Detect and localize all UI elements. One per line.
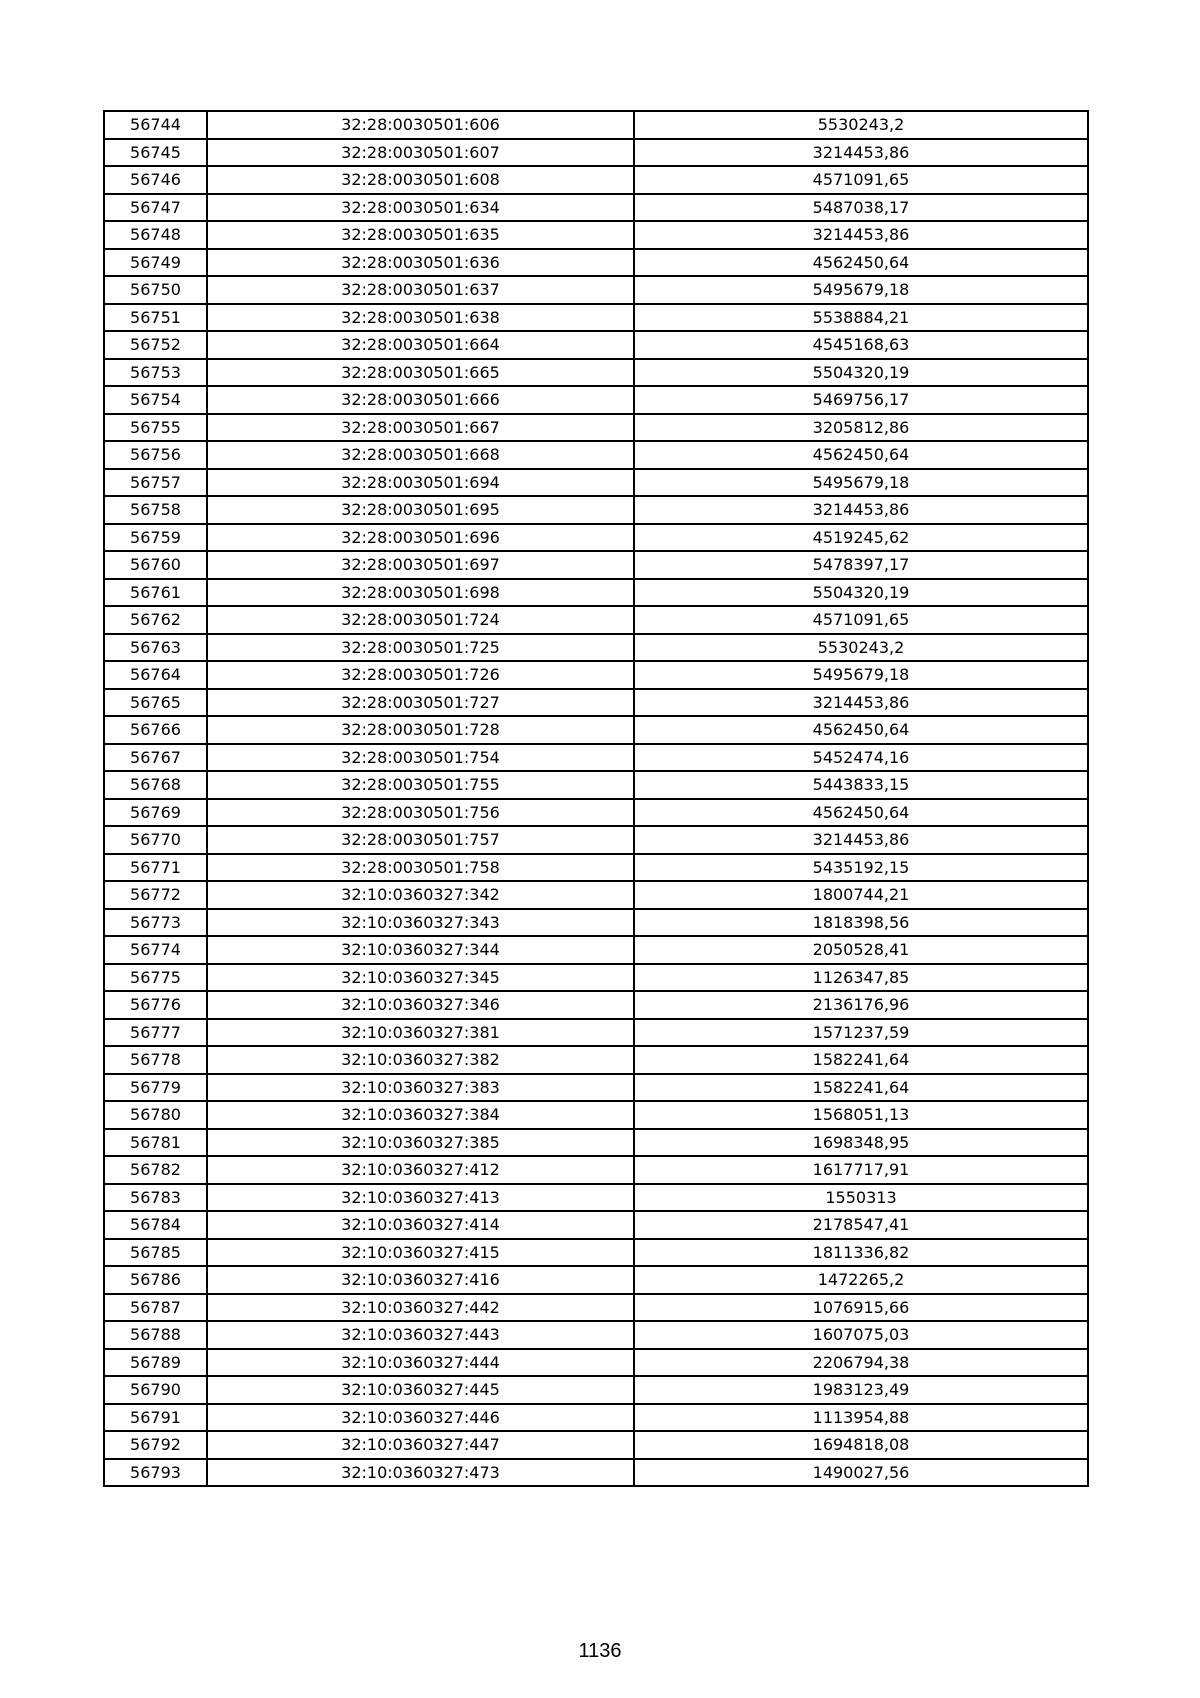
cadastral-number-cell: 32:28:0030501:758: [207, 854, 634, 882]
value-cell: 1490027,56: [634, 1459, 1088, 1487]
row-number-cell: 56782: [104, 1156, 207, 1184]
table-row: [104, 1349, 1088, 1377]
row-number-cell: 56768: [104, 771, 207, 799]
row-number-cell: 56756: [104, 441, 207, 469]
table-row: [104, 359, 1088, 387]
value-cell: 4562450,64: [634, 716, 1088, 744]
value-cell: 5487038,17: [634, 194, 1088, 222]
table-row: [104, 1074, 1088, 1102]
value-cell: 5435192,15: [634, 854, 1088, 882]
cadastral-number-cell: 32:28:0030501:725: [207, 634, 634, 662]
value-cell: 4571091,65: [634, 606, 1088, 634]
cadastral-number-cell: 32:28:0030501:607: [207, 139, 634, 167]
row-number-cell: 56792: [104, 1431, 207, 1459]
value-cell: 5495679,18: [634, 276, 1088, 304]
row-number-cell: 56781: [104, 1129, 207, 1157]
value-cell: 1800744,21: [634, 881, 1088, 909]
cadastral-number-cell: 32:28:0030501:754: [207, 744, 634, 772]
row-number-cell: 56775: [104, 964, 207, 992]
table-row: [104, 1101, 1088, 1129]
table-row: [104, 606, 1088, 634]
cadastral-number-cell: 32:10:0360327:445: [207, 1376, 634, 1404]
cadastral-number-cell: 32:10:0360327:443: [207, 1321, 634, 1349]
cadastral-number-cell: 32:10:0360327:413: [207, 1184, 634, 1212]
value-cell: 5530243,2: [634, 634, 1088, 662]
value-cell: 1617717,91: [634, 1156, 1088, 1184]
cadastral-number-cell: 32:10:0360327:381: [207, 1019, 634, 1047]
cadastral-number-cell: 32:10:0360327:414: [207, 1211, 634, 1239]
row-number-cell: 56753: [104, 359, 207, 387]
cadastral-number-cell: 32:28:0030501:695: [207, 496, 634, 524]
table-row: [104, 414, 1088, 442]
value-cell: 4562450,64: [634, 799, 1088, 827]
row-number-cell: 56773: [104, 909, 207, 937]
row-number-cell: 56791: [104, 1404, 207, 1432]
cadastral-number-cell: 32:10:0360327:343: [207, 909, 634, 937]
table-row: [104, 166, 1088, 194]
table-row: [104, 1431, 1088, 1459]
table-row: [104, 634, 1088, 662]
table-row: [104, 826, 1088, 854]
value-cell: 1582241,64: [634, 1074, 1088, 1102]
table-row: [104, 964, 1088, 992]
value-cell: 1694818,08: [634, 1431, 1088, 1459]
value-cell: 3214453,86: [634, 139, 1088, 167]
row-number-cell: 56762: [104, 606, 207, 634]
table-row: [104, 854, 1088, 882]
cadastral-number-cell: 32:28:0030501:665: [207, 359, 634, 387]
table-row: [104, 441, 1088, 469]
value-cell: 4571091,65: [634, 166, 1088, 194]
table-row: [104, 304, 1088, 332]
row-number-cell: 56748: [104, 221, 207, 249]
row-number-cell: 56766: [104, 716, 207, 744]
table-row: [104, 139, 1088, 167]
row-number-cell: 56769: [104, 799, 207, 827]
cadastral-number-cell: 32:28:0030501:724: [207, 606, 634, 634]
row-number-cell: 56759: [104, 524, 207, 552]
value-cell: 1076915,66: [634, 1294, 1088, 1322]
value-cell: 4562450,64: [634, 441, 1088, 469]
table-row: [104, 386, 1088, 414]
row-number-cell: 56770: [104, 826, 207, 854]
table-row: [104, 1459, 1088, 1487]
table-row: [104, 1046, 1088, 1074]
table-row: [104, 524, 1088, 552]
cadastral-number-cell: 32:10:0360327:446: [207, 1404, 634, 1432]
cadastral-number-cell: 32:10:0360327:444: [207, 1349, 634, 1377]
cadastral-number-cell: 32:10:0360327:384: [207, 1101, 634, 1129]
value-cell: 5495679,18: [634, 469, 1088, 497]
value-cell: 5443833,15: [634, 771, 1088, 799]
value-cell: 1698348,95: [634, 1129, 1088, 1157]
row-number-cell: 56776: [104, 991, 207, 1019]
value-cell: 3214453,86: [634, 496, 1088, 524]
cadastral-number-cell: 32:28:0030501:698: [207, 579, 634, 607]
table-row: [104, 1266, 1088, 1294]
table-row: [104, 276, 1088, 304]
value-cell: 2178547,41: [634, 1211, 1088, 1239]
row-number-cell: 56780: [104, 1101, 207, 1129]
row-number-cell: 56758: [104, 496, 207, 524]
table-row: [104, 1294, 1088, 1322]
value-cell: 1818398,56: [634, 909, 1088, 937]
table-row: [104, 1156, 1088, 1184]
table-row: [104, 1239, 1088, 1267]
value-cell: 5530243,2: [634, 111, 1088, 139]
table-row: [104, 1321, 1088, 1349]
row-number-cell: 56746: [104, 166, 207, 194]
row-number-cell: 56783: [104, 1184, 207, 1212]
row-number-cell: 56786: [104, 1266, 207, 1294]
table-row: [104, 771, 1088, 799]
row-number-cell: 56745: [104, 139, 207, 167]
table-row: [104, 991, 1088, 1019]
cadastral-number-cell: 32:10:0360327:382: [207, 1046, 634, 1074]
row-number-cell: 56774: [104, 936, 207, 964]
row-number-cell: 56777: [104, 1019, 207, 1047]
cadastral-number-cell: 32:28:0030501:608: [207, 166, 634, 194]
table-row: [104, 744, 1088, 772]
row-number-cell: 56744: [104, 111, 207, 139]
value-cell: 3214453,86: [634, 826, 1088, 854]
cadastral-number-cell: 32:28:0030501:636: [207, 249, 634, 277]
value-cell: 1550313: [634, 1184, 1088, 1212]
data-table: [103, 110, 1089, 1487]
row-number-cell: 56761: [104, 579, 207, 607]
value-cell: 1811336,82: [634, 1239, 1088, 1267]
table-row: [104, 194, 1088, 222]
cadastral-number-cell: 32:28:0030501:667: [207, 414, 634, 442]
cadastral-number-cell: 32:10:0360327:473: [207, 1459, 634, 1487]
value-cell: 1607075,03: [634, 1321, 1088, 1349]
row-number-cell: 56750: [104, 276, 207, 304]
cadastral-number-cell: 32:28:0030501:696: [207, 524, 634, 552]
cadastral-number-cell: 32:10:0360327:346: [207, 991, 634, 1019]
value-cell: 1113954,88: [634, 1404, 1088, 1432]
cadastral-number-cell: 32:10:0360327:385: [207, 1129, 634, 1157]
table-row: [104, 799, 1088, 827]
cadastral-number-cell: 32:28:0030501:757: [207, 826, 634, 854]
cadastral-number-cell: 32:10:0360327:383: [207, 1074, 634, 1102]
row-number-cell: 56752: [104, 331, 207, 359]
value-cell: 1571237,59: [634, 1019, 1088, 1047]
table-row: [104, 579, 1088, 607]
cadastral-number-cell: 32:10:0360327:442: [207, 1294, 634, 1322]
row-number-cell: 56790: [104, 1376, 207, 1404]
cadastral-number-cell: 32:28:0030501:694: [207, 469, 634, 497]
row-number-cell: 56765: [104, 689, 207, 717]
value-cell: 1126347,85: [634, 964, 1088, 992]
value-cell: 4519245,62: [634, 524, 1088, 552]
row-number-cell: 56755: [104, 414, 207, 442]
table-row: [104, 881, 1088, 909]
row-number-cell: 56747: [104, 194, 207, 222]
table-row: [104, 1376, 1088, 1404]
row-number-cell: 56784: [104, 1211, 207, 1239]
row-number-cell: 56764: [104, 661, 207, 689]
page-number: 1136: [578, 1640, 622, 1662]
value-cell: 5452474,16: [634, 744, 1088, 772]
table-row: [104, 661, 1088, 689]
cadastral-number-cell: 32:28:0030501:697: [207, 551, 634, 579]
row-number-cell: 56785: [104, 1239, 207, 1267]
table-row: [104, 689, 1088, 717]
row-number-cell: 56751: [104, 304, 207, 332]
row-number-cell: 56771: [104, 854, 207, 882]
cadastral-number-cell: 32:28:0030501:634: [207, 194, 634, 222]
cadastral-number-cell: 32:28:0030501:726: [207, 661, 634, 689]
value-cell: 2206794,38: [634, 1349, 1088, 1377]
table-row: [104, 551, 1088, 579]
value-cell: 5538884,21: [634, 304, 1088, 332]
table-row: [104, 221, 1088, 249]
row-number-cell: 56757: [104, 469, 207, 497]
row-number-cell: 56793: [104, 1459, 207, 1487]
row-number-cell: 56754: [104, 386, 207, 414]
value-cell: 5504320,19: [634, 579, 1088, 607]
cadastral-number-cell: 32:28:0030501:668: [207, 441, 634, 469]
table-row: [104, 716, 1088, 744]
table-row: [104, 1404, 1088, 1432]
value-cell: 1472265,2: [634, 1266, 1088, 1294]
cadastral-number-cell: 32:28:0030501:637: [207, 276, 634, 304]
value-cell: 3214453,86: [634, 221, 1088, 249]
value-cell: 2050528,41: [634, 936, 1088, 964]
cadastral-number-cell: 32:28:0030501:727: [207, 689, 634, 717]
cadastral-number-cell: 32:28:0030501:728: [207, 716, 634, 744]
table-row: [104, 496, 1088, 524]
cadastral-number-cell: 32:28:0030501:756: [207, 799, 634, 827]
cadastral-number-cell: 32:10:0360327:416: [207, 1266, 634, 1294]
cadastral-number-cell: 32:10:0360327:342: [207, 881, 634, 909]
table-row: [104, 331, 1088, 359]
value-cell: 4562450,64: [634, 249, 1088, 277]
table-row: [104, 936, 1088, 964]
table-row: [104, 469, 1088, 497]
value-cell: 1582241,64: [634, 1046, 1088, 1074]
value-cell: 5504320,19: [634, 359, 1088, 387]
cadastral-number-cell: 32:10:0360327:345: [207, 964, 634, 992]
value-cell: 1983123,49: [634, 1376, 1088, 1404]
table-row: [104, 909, 1088, 937]
cadastral-number-cell: 32:28:0030501:666: [207, 386, 634, 414]
table-row: [104, 1211, 1088, 1239]
cadastral-number-cell: 32:10:0360327:415: [207, 1239, 634, 1267]
table-body: [104, 111, 1088, 1486]
row-number-cell: 56779: [104, 1074, 207, 1102]
row-number-cell: 56788: [104, 1321, 207, 1349]
table-row: [104, 1019, 1088, 1047]
row-number-cell: 56749: [104, 249, 207, 277]
row-number-cell: 56763: [104, 634, 207, 662]
row-number-cell: 56767: [104, 744, 207, 772]
cadastral-number-cell: 32:28:0030501:664: [207, 331, 634, 359]
cadastral-number-cell: 32:28:0030501:755: [207, 771, 634, 799]
value-cell: 4545168,63: [634, 331, 1088, 359]
value-cell: 5495679,18: [634, 661, 1088, 689]
value-cell: 5469756,17: [634, 386, 1088, 414]
row-number-cell: 56778: [104, 1046, 207, 1074]
cadastral-number-cell: 32:10:0360327:412: [207, 1156, 634, 1184]
cadastral-number-cell: 32:10:0360327:447: [207, 1431, 634, 1459]
cadastral-number-cell: 32:10:0360327:344: [207, 936, 634, 964]
value-cell: 3205812,86: [634, 414, 1088, 442]
table-row: [104, 1129, 1088, 1157]
cadastral-number-cell: 32:28:0030501:606: [207, 111, 634, 139]
table-row: [104, 249, 1088, 277]
value-cell: 3214453,86: [634, 689, 1088, 717]
value-cell: 2136176,96: [634, 991, 1088, 1019]
row-number-cell: 56772: [104, 881, 207, 909]
table-row: [104, 1184, 1088, 1212]
row-number-cell: 56760: [104, 551, 207, 579]
value-cell: 5478397,17: [634, 551, 1088, 579]
cadastral-number-cell: 32:28:0030501:638: [207, 304, 634, 332]
row-number-cell: 56789: [104, 1349, 207, 1377]
table-row: [104, 111, 1088, 139]
cadastral-number-cell: 32:28:0030501:635: [207, 221, 634, 249]
value-cell: 1568051,13: [634, 1101, 1088, 1129]
row-number-cell: 56787: [104, 1294, 207, 1322]
